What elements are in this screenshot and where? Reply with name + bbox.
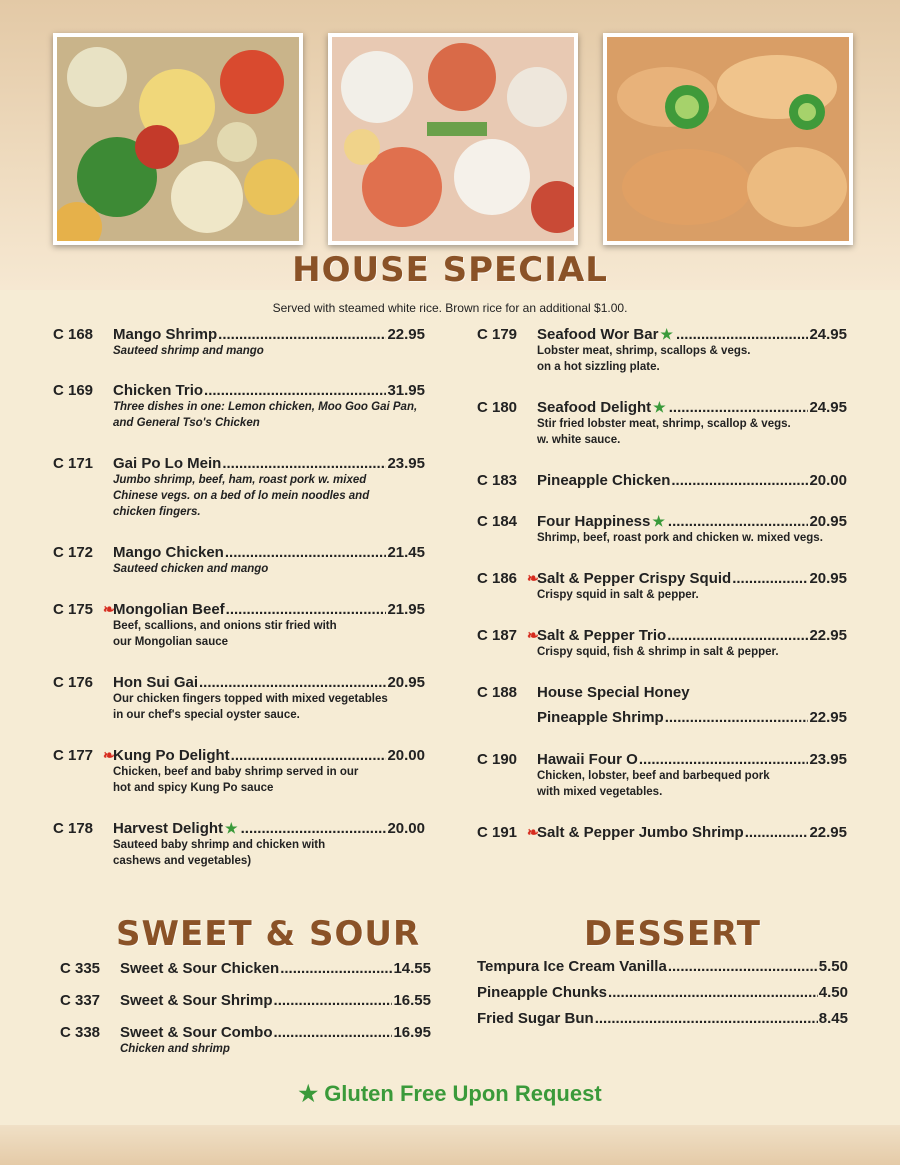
item-code: C 169: [53, 382, 94, 399]
item-price: 21.95: [387, 601, 425, 618]
item-code: C 177: [53, 747, 94, 764]
item-description: Our chicken fingers topped with mixed vegetables in our chef's special oyster sauce.: [113, 693, 388, 721]
item-price: 20.00: [809, 472, 847, 489]
menu-item-line: [53, 601, 425, 618]
item-code: C 184: [477, 513, 518, 530]
menu-item: [53, 326, 425, 359]
dot-leader: [218, 326, 386, 343]
dot-leader: [231, 747, 387, 764]
item-code: C 180: [477, 399, 518, 416]
sweet-sour-title: SWEET & SOUR: [116, 914, 421, 954]
menu-item-line: [53, 820, 425, 837]
item-code: C 172: [53, 544, 94, 561]
item-name: Fried Sugar Bun: [477, 1010, 594, 1027]
star-icon: ★: [652, 513, 665, 529]
menu-item-line: [53, 674, 425, 691]
menu-item-line: [477, 399, 847, 416]
menu-item-line: [53, 382, 425, 399]
dot-leader: [669, 399, 809, 416]
item-description: Sauteed chicken and mango: [113, 563, 269, 575]
item-description: Crispy squid, fish & shrimp in salt & pepper.: [537, 646, 779, 658]
menu-item: [53, 820, 425, 869]
menu-item: [53, 674, 425, 723]
gluten-free-note: [0, 1081, 900, 1107]
item-description: Chicken and shrimp: [120, 1043, 230, 1055]
photo-salt-pepper-shrimp: [603, 33, 853, 245]
item-description: Shrimp, beef, roast pork and chicken w. mixed vegs.: [537, 532, 823, 544]
item-description: Chicken, lobster, beef and barbequed pork with mixed vegetables.: [537, 770, 770, 798]
dot-leader: [241, 820, 387, 837]
menu-item: [53, 544, 425, 577]
menu-item-line: [477, 984, 848, 1001]
star-icon: ★: [298, 1081, 319, 1106]
item-price: 14.55: [393, 960, 431, 977]
item-code: C 183: [477, 472, 518, 489]
item-description: Sauteed baby shrimp and chicken with cashews and vegetables): [113, 839, 326, 867]
item-code: C 179: [477, 326, 518, 343]
dot-leader: [668, 958, 818, 975]
item-price: 16.55: [393, 992, 431, 1009]
star-icon: ★: [225, 820, 238, 836]
item-name: Sweet & Sour Chicken: [120, 960, 280, 977]
item-price: 22.95: [809, 627, 847, 644]
chili-pepper-icon: ❧: [527, 824, 539, 840]
menu-item-line: [537, 709, 847, 726]
dot-leader: [204, 382, 386, 399]
item-description: Stir fried lobster meat, shrimp, scallop & vegs. w. white sauce.: [537, 418, 791, 446]
dot-leader: [608, 984, 818, 1001]
dot-leader: [199, 674, 386, 691]
item-name: Gai Po Lo Mein: [113, 455, 222, 472]
item-price: 24.95: [809, 399, 847, 416]
star-icon: ★: [653, 399, 666, 415]
item-name: Seafood Delight: [537, 399, 652, 416]
dot-leader: [732, 570, 808, 587]
item-code: C 191: [477, 824, 518, 841]
menu-item-line: [53, 326, 425, 343]
item-price: 20.00: [387, 747, 425, 764]
menu-item: [477, 627, 847, 660]
item-name: Harvest Delight: [113, 820, 224, 837]
dot-leader: [225, 544, 387, 561]
menu-item: [477, 472, 847, 489]
dot-leader: [667, 627, 808, 644]
item-name: Mongolian Beef: [113, 601, 225, 618]
item-name: Pineapple Chunks: [477, 984, 608, 1001]
item-name: House Special Honey: [537, 684, 690, 701]
item-name: Mango Shrimp: [113, 326, 218, 343]
menu-item: [477, 684, 847, 726]
item-price: 23.95: [809, 751, 847, 768]
dot-leader: [745, 824, 809, 841]
item-name: Sweet & Sour Shrimp: [120, 992, 273, 1009]
item-price: 23.95: [387, 455, 425, 472]
menu-item: [53, 382, 425, 431]
item-name: Four Happiness: [537, 513, 651, 530]
item-name: Sweet & Sour Combo: [120, 1024, 273, 1041]
chili-pepper-icon: ❧: [527, 570, 539, 586]
item-description: Beef, scallions, and onions stir fried with our Mongolian sauce: [113, 620, 337, 648]
menu-item-line: [53, 747, 425, 764]
menu-item-line: [477, 627, 847, 644]
item-code: C 171: [53, 455, 94, 472]
menu-item: [477, 570, 847, 603]
gluten-free-text: Gluten Free Upon Request: [324, 1081, 602, 1106]
item-name: Seafood Wor Bar: [537, 326, 659, 343]
item-description: Sauteed shrimp and mango: [113, 345, 264, 357]
dessert-title: DESSERT: [584, 914, 761, 954]
dot-leader: [671, 472, 808, 489]
item-description: Jumbo shrimp, beef, ham, roast pork w. mixed Chinese vegs. on a bed of lo mein noodles and chicken fingers.: [113, 474, 370, 518]
item-price: 20.95: [387, 674, 425, 691]
menu-item: [477, 958, 848, 975]
menu-item-line: [477, 472, 847, 489]
item-name: Salt & Pepper Crispy Squid: [537, 570, 732, 587]
item-price: 20.00: [387, 820, 425, 837]
item-name: Salt & Pepper Jumbo Shrimp: [537, 824, 744, 841]
item-code: C 190: [477, 751, 518, 768]
dot-leader: [676, 326, 808, 343]
menu-item: [477, 1010, 848, 1027]
item-code: C 187: [477, 627, 518, 644]
item-price: 20.95: [809, 570, 847, 587]
menu-item: [53, 601, 425, 650]
item-price: 24.95: [809, 326, 847, 343]
dot-leader: [595, 1010, 818, 1027]
item-code: C 337: [60, 992, 101, 1009]
item-code: C 188: [477, 684, 518, 701]
dot-leader: [274, 992, 393, 1009]
star-icon: ★: [660, 326, 673, 342]
item-price: 20.95: [809, 513, 847, 530]
item-name: Kung Po Delight: [113, 747, 230, 764]
menu-item: [477, 984, 848, 1001]
house-special-title: HOUSE SPECIAL: [292, 250, 608, 290]
photo-seafood: [328, 33, 578, 245]
menu-item-line: [477, 824, 847, 841]
item-price: 4.50: [818, 984, 848, 1001]
item-name: Chicken Trio: [113, 382, 204, 399]
item-code: C 168: [53, 326, 94, 343]
item-name: Salt & Pepper Trio: [537, 627, 667, 644]
menu-item-line: [477, 570, 847, 587]
photo-vegetable-stir-fry: [53, 33, 303, 245]
menu-item: [477, 513, 847, 546]
item-price: 31.95: [387, 382, 425, 399]
dot-leader: [665, 709, 809, 726]
item-price: 22.95: [809, 709, 847, 726]
menu-item-line: [477, 684, 847, 701]
dot-leader: [274, 1024, 393, 1041]
chili-pepper-icon: ❧: [103, 747, 115, 763]
menu-item-line: [477, 751, 847, 768]
menu-item-line: [60, 992, 431, 1009]
chili-pepper-icon: ❧: [103, 601, 115, 617]
item-description: Crispy squid in salt & pepper.: [537, 589, 699, 601]
menu-item-line: [477, 958, 848, 975]
item-name: Mango Chicken: [113, 544, 224, 561]
menu-item: [60, 992, 431, 1009]
item-price: 8.45: [818, 1010, 848, 1027]
dot-leader: [226, 601, 387, 618]
dot-leader: [668, 513, 809, 530]
chili-pepper-icon: ❧: [527, 627, 539, 643]
dot-leader: [639, 751, 809, 768]
item-price: 22.95: [387, 326, 425, 343]
item-code: C 338: [60, 1024, 101, 1041]
menu-item-line: [477, 326, 847, 343]
rice-note: Served with steamed white rice. Brown rice for an additional $1.00.: [272, 301, 628, 315]
item-name: Tempura Ice Cream Vanilla: [477, 958, 667, 975]
item-name: Hawaii Four O: [537, 751, 638, 768]
menu-item-line: [53, 544, 425, 561]
item-description: Chicken, beef and baby shrimp served in our hot and spicy Kung Po sauce: [113, 766, 359, 794]
item-price: 16.95: [393, 1024, 431, 1041]
item-description: Three dishes in one: Lemon chicken, Moo Goo Gai Pan, and General Tso's Chicken: [113, 401, 418, 429]
menu-item: [477, 751, 847, 800]
dot-leader: [280, 960, 392, 977]
dot-leader: [222, 455, 386, 472]
menu-item: [477, 326, 847, 375]
menu-item: [477, 399, 847, 448]
menu-item-line: [477, 513, 847, 530]
item-price: 22.95: [809, 824, 847, 841]
menu-item-line: [53, 455, 425, 472]
item-code: C 178: [53, 820, 94, 837]
item-price: 5.50: [818, 958, 848, 975]
menu-item: [53, 747, 425, 796]
item-code: C 175: [53, 601, 94, 618]
item-name: Hon Sui Gai: [113, 674, 199, 691]
item-code: C 335: [60, 960, 101, 977]
item-description: Lobster meat, shrimp, scallops & vegs. on a hot sizzling plate.: [537, 345, 751, 373]
menu-item: [60, 960, 431, 977]
menu-item-line: [60, 1024, 431, 1041]
footer-band: [0, 1125, 900, 1165]
item-name: Pineapple Chicken: [537, 472, 671, 489]
item-code: C 186: [477, 570, 518, 587]
menu-item: [53, 455, 425, 520]
item-code: C 176: [53, 674, 94, 691]
menu-item: [477, 824, 847, 841]
menu-item-line: [60, 960, 431, 977]
item-price: 21.45: [387, 544, 425, 561]
item-name: Pineapple Shrimp: [537, 709, 664, 726]
menu-item-line: [477, 1010, 848, 1027]
menu-item: [60, 1024, 431, 1057]
